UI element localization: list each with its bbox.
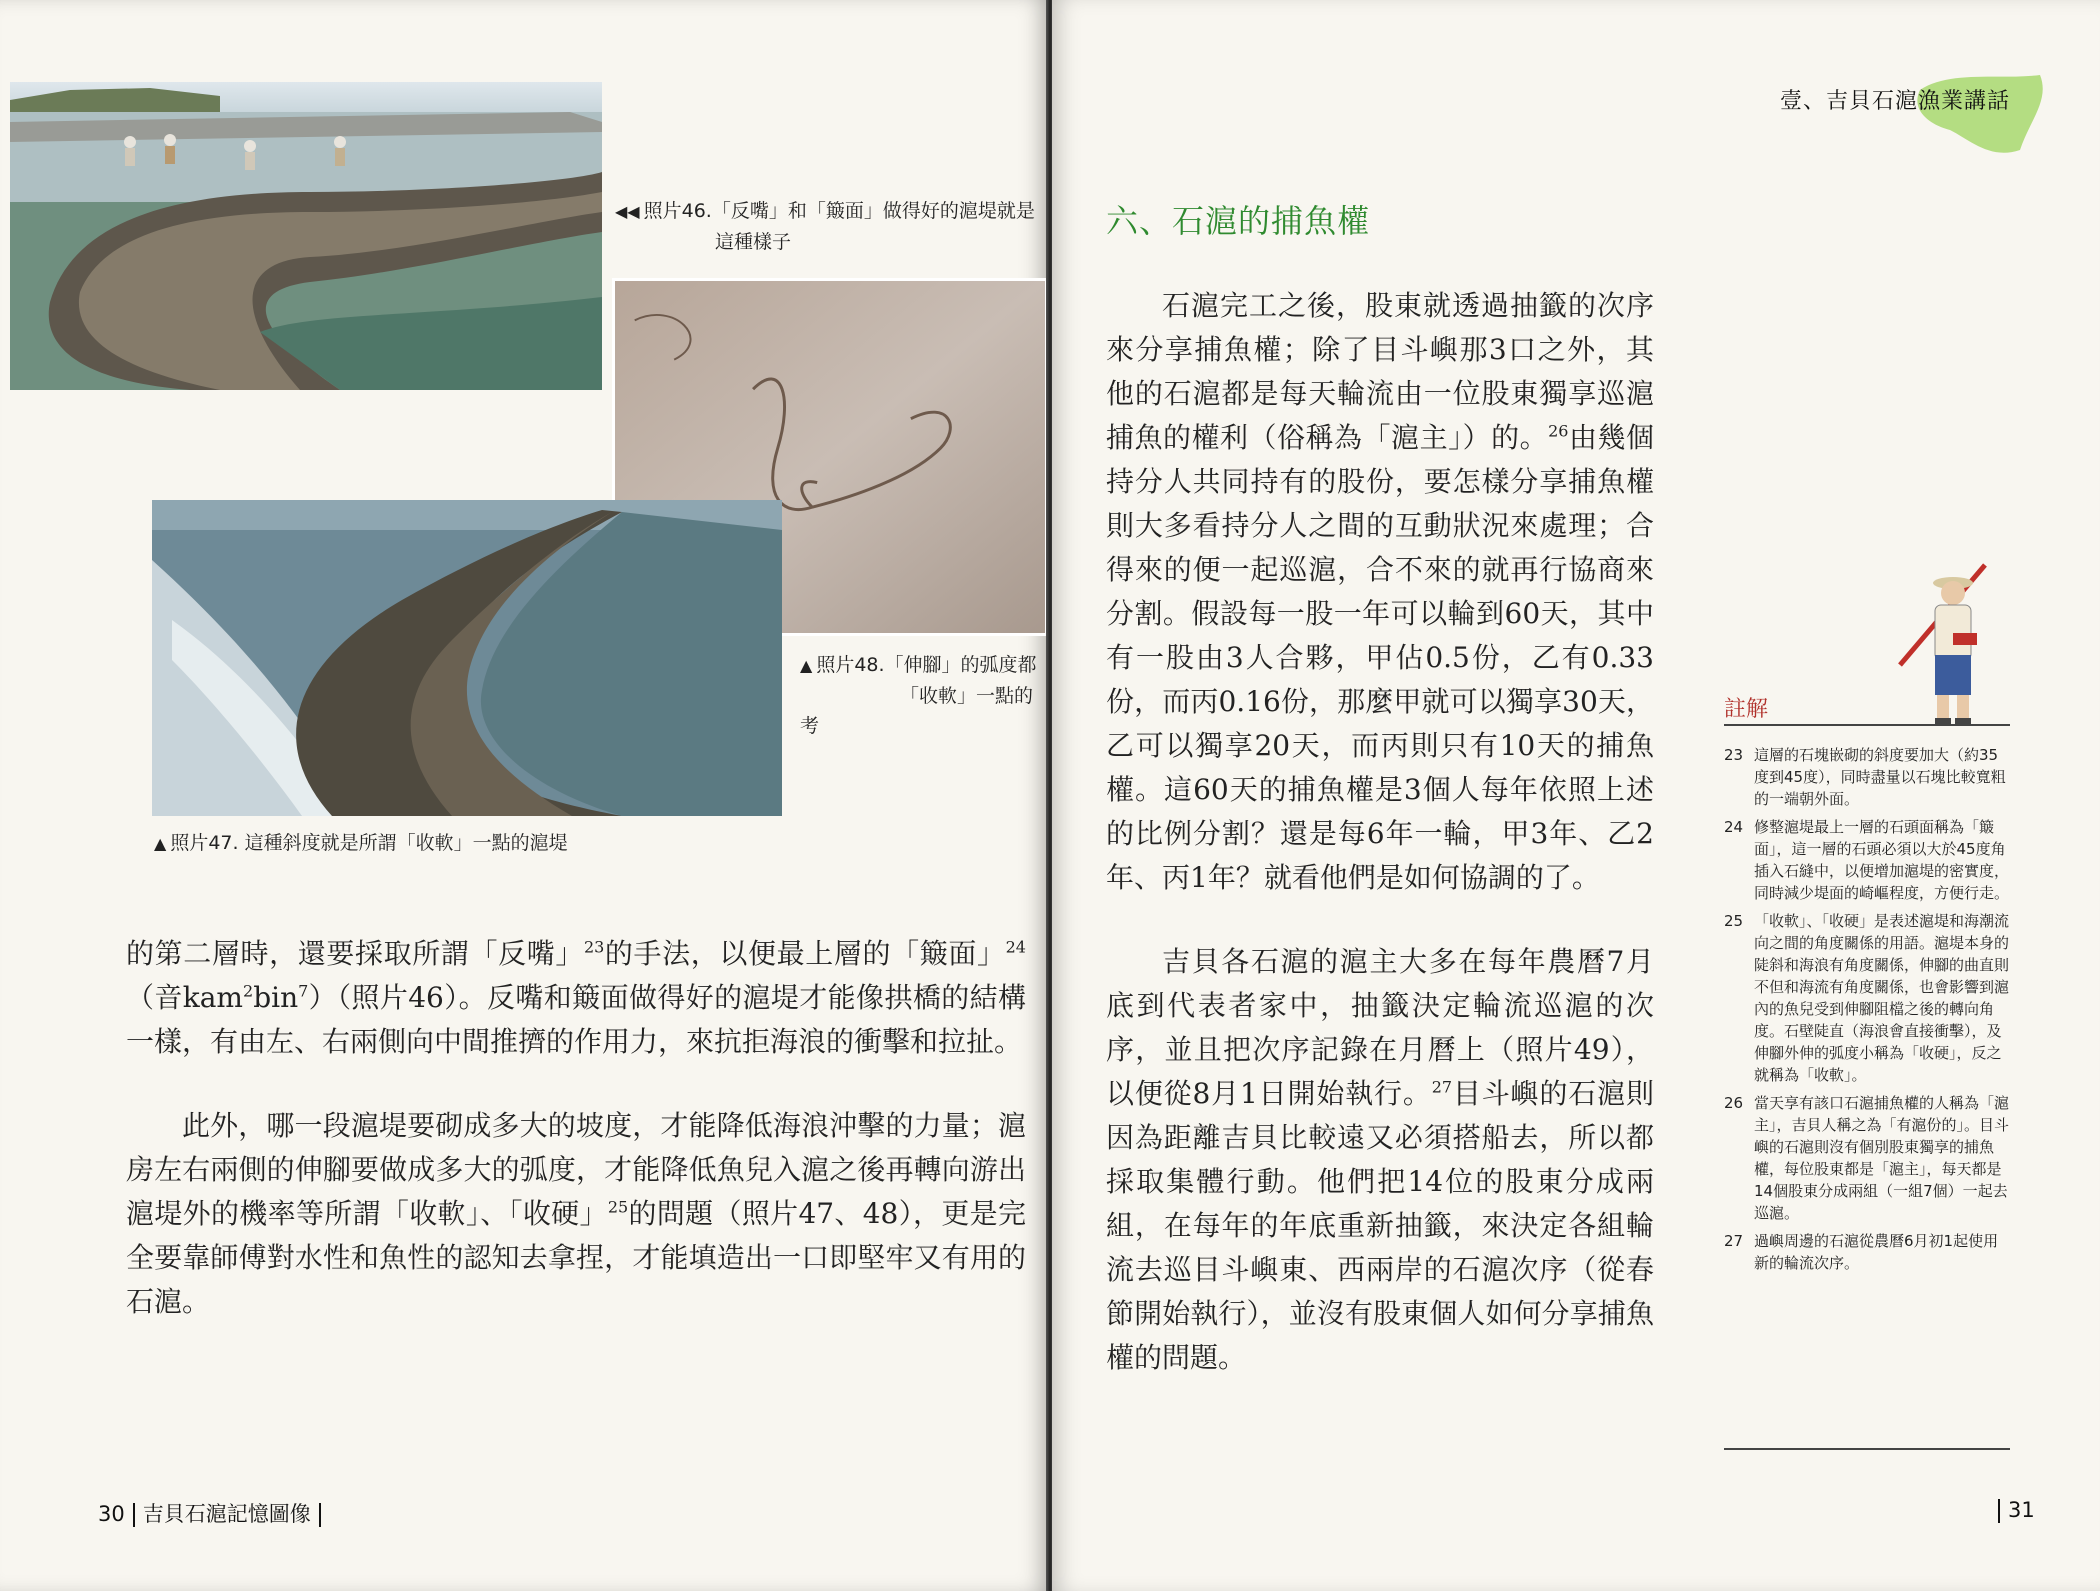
notes-top-rule: [1724, 724, 2010, 726]
paragraph: 石滬完工之後，股東就透過抽籤的次序來分享捕魚權；除了目斗嶼那3口之外，其他的石滬都是每天輪流由一位股東獨享巡滬捕魚的權利（俗稱為「滬主」）的。$^{26}$由幾個持分人共同持有的股份，要怎樣分享捕魚權則大多看持分人之間的互動狀況來處理；合得來的便一起巡滬，合不來的就再行協商來分割。假設每一股一年可以輪到60天，其中有一股由3人合夥，甲佔0.5份，乙有0.33份，而丙0.16份，那麼甲就可以獨享30天，乙可以獨享20天，而丙則只有10天的捕魚權。這60天的捕魚權是3個人每年依照上述的比例分割？還是每6年一輪，甲3年、乙2年、丙1年？就看他們是如何協調的了。: [1106, 289, 1654, 894]
left-body-text: [126, 932, 1026, 1364]
paragraph: 的第二層時，還要採取所謂「反嘴」$^{23}$的手法，以便最上層的「簸面」$^{24}$（音kam$^2$bin$^7$）（照片46）。反嘴和簸面做得好的滬堤才能像拱橋的結構一樣，有由左、右兩側向中間推擠的作用力，來抗拒海浪的衝擊和拉扯。: [126, 937, 1026, 1058]
footnote: 23 這層的石塊嵌砌的斜度要加大（約35度到45度），同時盡量以石塊比較寬粗的一端朝外面。: [1724, 746, 2006, 808]
notes-bottom-rule: [1724, 1448, 2010, 1450]
footnote: 25 「收軟」、「收硬」是表述滬堤和海潮流向之間的角度關係的用語。滬堤本身的陡斜和海浪有角度關係，伸腳的曲直則不但和海流有角度關係，也會影響到滬內的魚兒受到伸腳阻檔之後的轉向角度。石壁陡直（海浪會直接衝擊），及伸腳外伸的弧度小稱為「收硬」，反之就稱為「收軟」。: [1724, 912, 2010, 1084]
photo-47: [152, 500, 782, 816]
notes-heading: 註解: [1724, 697, 1769, 722]
right-body-text: [1106, 284, 1654, 1420]
folio-divider: [319, 1503, 321, 1527]
section-title: 六、石滬的捕魚權: [1106, 202, 1371, 240]
page-number: 30: [98, 1502, 125, 1526]
right-folio: [1990, 1498, 2035, 1523]
photo-47-caption: ▲ 照片47. 這種斜度就是所謂「收軟」一點的滬堤: [154, 832, 568, 854]
photo-46: [10, 82, 602, 390]
left-page: [0, 0, 1048, 1591]
caption-arrow-icon: ▲: [800, 656, 813, 675]
photo-46-caption: ◀◀ 照片46.「反嘴」和「簸面」做得好的滬堤就是 這種樣子: [615, 200, 1035, 253]
caption-arrow-icon: ◀◀: [615, 202, 640, 221]
folio-divider: [133, 1503, 135, 1527]
stone-weir-photo-icon: [10, 82, 602, 390]
folio-divider: [1998, 1499, 2000, 1523]
page-number: 31: [2008, 1498, 2035, 1522]
book-title: 吉貝石滬記憶圖像: [142, 1502, 311, 1526]
caption-arrow-icon: ▲: [154, 834, 167, 853]
footnote: 26 當天享有該口石滬捕魚權的人稱為「滬主」，吉貝人稱之為「有滬份的」。目斗嶼的石滬則沒有個別股東獨享的捕魚權，每位股東都是「滬主」，每天都是14個股東分成兩組（一組7個）一起去巡滬。: [1724, 1094, 2010, 1222]
footnote: 27 過嶼周邊的石滬從農曆6月初1起使用新的輪流次序。: [1724, 1232, 1999, 1272]
weir-slope-photo-icon: [152, 500, 782, 816]
paragraph: 此外，哪一段滬堤要砌成多大的坡度，才能降低海浪沖擊的力量；滬房左右兩側的伸腳要做成多大的弧度，才能降低魚兒入滬之後再轉向游出滬堤外的機率等所謂「收軟」、「收硬」$^{25}$的問題（照片47、48），更是完全要靠師傅對水性和魚性的認知去拿捏，才能填造出一口即堅牢又有用的石滬。: [126, 1109, 1026, 1318]
left-folio: [98, 1498, 329, 1528]
photo-48-caption: ▲ 照片48.「伸腳」的弧度都 「收軟」一點的考: [800, 654, 1037, 737]
footnotes: [1724, 744, 2010, 1280]
running-head: 壹、吉貝石滬漁業講話: [1779, 89, 2010, 114]
paragraph: 吉貝各石滬的滬主大多在每年農曆7月底到代表者家中，抽籤決定輪流巡滬的次序，並且把次序記錄在月曆上（照片49），以便從8月1日開始執行。$^{27}$目斗嶼的石滬則因為距離吉貝比較遠又必須搭船去，所以都採取集體行動。他們把14位的股東分成兩組，在每年的年底重新抽籤，來決定各組輪流去巡目斗嶼東、西兩岸的石滬次序（從春節開始執行），並沒有股東個人如何分享捕魚權的問題。: [1106, 945, 1654, 1374]
footnote: 24 修整滬堤最上一層的石頭面稱為「簸面」，這一層的石頭必須以大於45度角插入石縫中，以便增加滬堤的密實度，同時減少堤面的崎嶇程度，方便行走。: [1724, 818, 2010, 902]
fisherman-illustration-icon: [1895, 555, 2005, 730]
